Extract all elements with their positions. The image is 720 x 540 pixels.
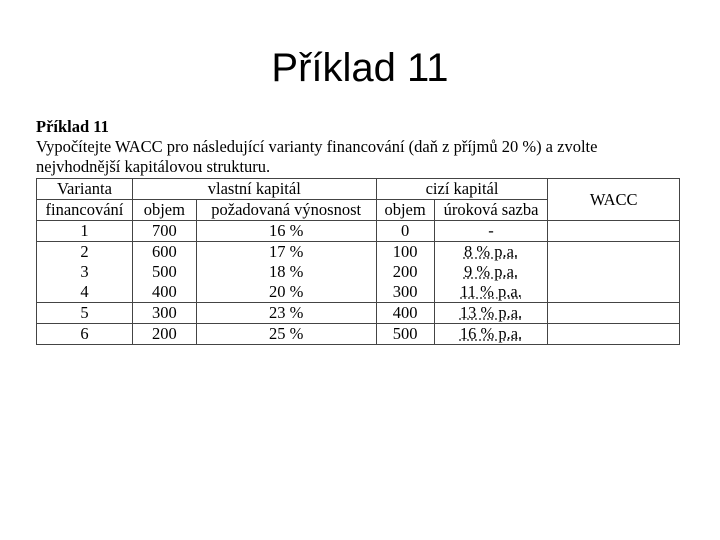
header-urokova-sazba: úroková sazba: [434, 200, 548, 221]
cell-objem-ck: 400: [376, 303, 434, 324]
table-row: [37, 242, 680, 263]
cell-vynosnost: 18 %: [196, 262, 376, 282]
cell-vynosnost: 17 %: [196, 242, 376, 263]
cell-wacc: [548, 324, 680, 345]
cell-urok: 16 % p.a.: [434, 324, 548, 345]
table-row: [37, 221, 680, 242]
header-vlastni-kapital: vlastní kapitál: [132, 179, 376, 200]
cell-objem-ck: 0: [376, 221, 434, 242]
header-row-1: [37, 179, 680, 200]
cell-varianta: 1: [37, 221, 133, 242]
cell-varianta: 6: [37, 324, 133, 345]
table-row: [37, 324, 680, 345]
cell-objem-vk: 200: [132, 324, 196, 345]
cell-vynosnost: 16 %: [196, 221, 376, 242]
header-objem-vk: objem: [132, 200, 196, 221]
exercise-heading: Příklad 11: [36, 117, 109, 136]
table-row: [37, 282, 680, 303]
exercise-text-line1: Vypočítejte WACC pro následující varianty financování (daň z příjmů 20 %) a zvolte: [36, 137, 598, 156]
cell-objem-ck: 100: [376, 242, 434, 263]
exercise-scan: [36, 117, 680, 345]
cell-vynosnost: 20 %: [196, 282, 376, 303]
wacc-table: [36, 178, 680, 345]
cell-wacc: [548, 282, 680, 303]
table-row: [37, 262, 680, 282]
cell-objem-vk: 700: [132, 221, 196, 242]
cell-wacc: [548, 221, 680, 242]
cell-wacc: [548, 242, 680, 263]
cell-objem-vk: 300: [132, 303, 196, 324]
cell-vynosnost: 23 %: [196, 303, 376, 324]
cell-wacc: [548, 262, 680, 282]
cell-objem-ck: 500: [376, 324, 434, 345]
cell-varianta: 3: [37, 262, 133, 282]
header-varianta-bottom: financování: [37, 200, 133, 221]
cell-objem-vk: 400: [132, 282, 196, 303]
cell-urok: 8 % p.a.: [434, 242, 548, 263]
cell-varianta: 4: [37, 282, 133, 303]
cell-urok: 11 % p.a.: [434, 282, 548, 303]
header-cizi-kapital: cizí kapitál: [376, 179, 548, 200]
cell-objem-ck: 300: [376, 282, 434, 303]
cell-varianta: 5: [37, 303, 133, 324]
header-objem-ck: objem: [376, 200, 434, 221]
header-varianta-top: Varianta: [37, 179, 133, 200]
cell-vynosnost: 25 %: [196, 324, 376, 345]
table-row: [37, 303, 680, 324]
cell-wacc: [548, 303, 680, 324]
slide-title: Příklad 11: [271, 46, 449, 90]
cell-urok: -: [434, 221, 548, 242]
header-wacc: WACC: [548, 179, 680, 221]
cell-urok: 9 % p.a.: [434, 262, 548, 282]
cell-varianta: 2: [37, 242, 133, 263]
exercise-text-line2: nejvhodnější kapitálovou strukturu.: [36, 157, 271, 176]
cell-urok: 13 % p.a.: [434, 303, 548, 324]
cell-objem-ck: 200: [376, 262, 434, 282]
cell-objem-vk: 500: [132, 262, 196, 282]
cell-objem-vk: 600: [132, 242, 196, 263]
header-pozadovana-vynosnost: požadovaná výnosnost: [196, 200, 376, 221]
